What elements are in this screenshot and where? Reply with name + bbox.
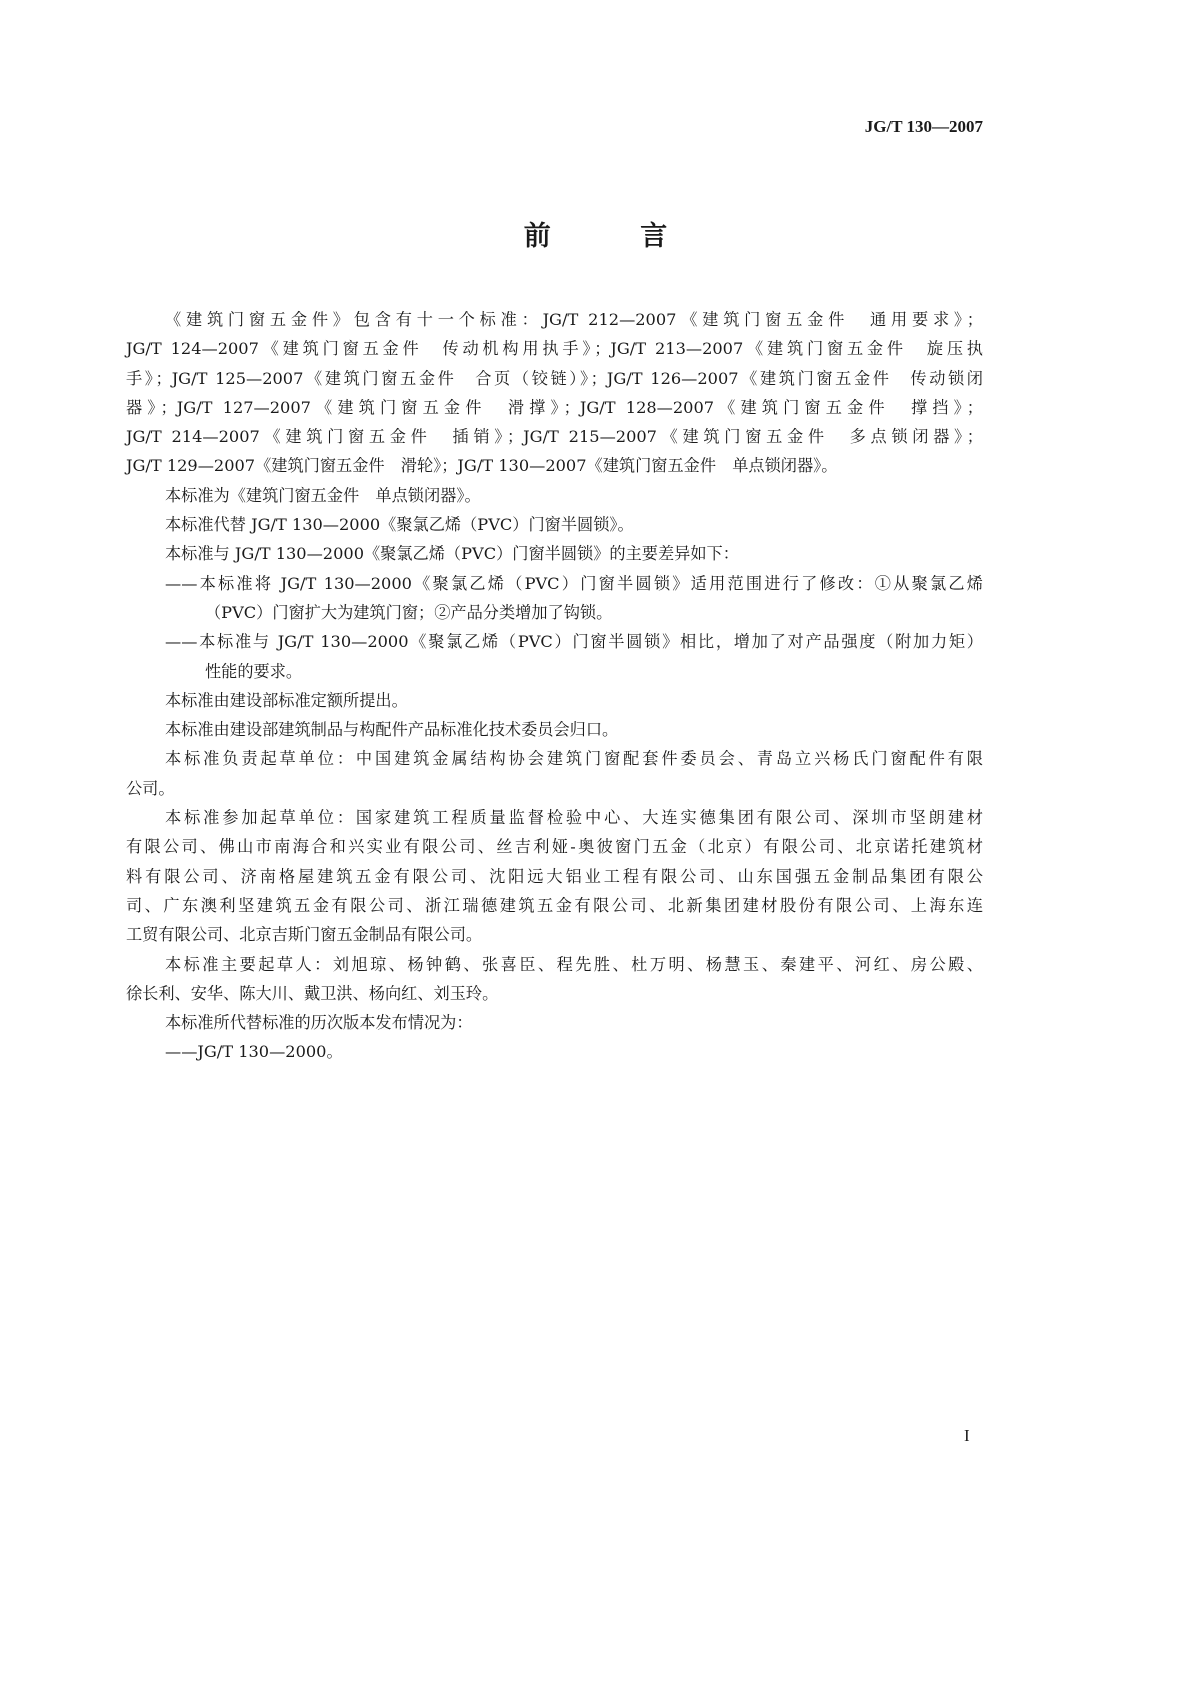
text-line: 本标准代替 JG/T 130—2000《聚氯乙烯（PVC）门窗半圆锁》。 (165, 515, 634, 535)
text-line: 手》；JG/T 125—2007《建筑门窗五金件 合页（铰链）》；JG/T 126—2007《建筑门窗五金件 传动锁闭 (126, 368, 983, 388)
text-line: 本标准为《建筑门窗五金件 单点锁闭器》。 (165, 485, 481, 505)
text-line: 本标准负责起草单位：中国建筑金属结构协会建筑门窗配套件委员会、青岛立兴杨氏门窗配件有限 (165, 749, 983, 769)
text-line: 本标准与 JG/T 130—2000《聚氯乙烯（PVC）门窗半圆锁》的主要差异如下： (165, 544, 739, 564)
paragraph (126, 1008, 983, 1037)
text-line: ——本标准与 JG/T 130—2000《聚氯乙烯（PVC）门窗半圆锁》相比，增加了对产品强度（附加力矩） (165, 632, 983, 652)
paragraph (126, 510, 983, 539)
text-line: 本标准主要起草人：刘旭琼、杨钟鹤、张喜臣、程先胜、杜万明、杨慧玉、秦建平、河红、房公殿、 (165, 954, 983, 974)
text-line: JG/T 129—2007《建筑门窗五金件 滑轮》；JG/T 130—2007《建筑门窗五金件 单点锁闭器》。 (126, 456, 838, 476)
text-line: 性能的要求。 (205, 661, 303, 681)
paragraph (126, 569, 983, 628)
paragraph (126, 305, 983, 481)
paragraph (126, 744, 983, 803)
text-line: 本标准由建设部标准定额所提出。 (165, 690, 408, 710)
page-number: I (964, 1426, 970, 1445)
page-title: 前 言 (523, 221, 708, 252)
text-line: 本标准由建设部建筑制品与构配件产品标准化技术委员会归口。 (165, 720, 619, 740)
text-line: （PVC）门窗扩大为建筑门窗；②产品分类增加了钩锁。 (205, 602, 613, 622)
text-line: 料有限公司、济南格屋建筑五金有限公司、沈阳远大铝业工程有限公司、山东国强五金制品集团有限公 (126, 866, 983, 886)
standard-code-header: JG/T 130—2007 (864, 117, 983, 136)
text-line: ——本标准将 JG/T 130—2000《聚氯乙烯（PVC）门窗半圆锁》适用范围进行了修改：①从聚氯乙烯 (165, 573, 983, 593)
text-line: 有限公司、佛山市南海合和兴实业有限公司、丝吉利娅-奥彼窗门五金（北京）有限公司、北京诺托建筑材 (126, 837, 983, 857)
paragraph (126, 803, 983, 949)
text-line: JG/T 124—2007《建筑门窗五金件 传动机构用执手》；JG/T 213—2007《建筑门窗五金件 旋压执 (126, 339, 983, 359)
text-line: 公司。 (126, 778, 175, 798)
paragraph (126, 1037, 983, 1066)
text-line: 《建筑门窗五金件》包含有十一个标准：JG/T 212—2007《建筑门窗五金件 通用要求》； (165, 310, 983, 329)
text-line: 司、广东澳利坚建筑五金有限公司、浙江瑞德建筑五金有限公司、北新集团建材股份有限公司、上海东连 (126, 895, 983, 915)
text-line: JG/T 214—2007《建筑门窗五金件 插销》；JG/T 215—2007《建筑门窗五金件 多点锁闭器》； (126, 427, 983, 447)
paragraph (126, 686, 983, 715)
paragraph (126, 481, 983, 510)
document-body (126, 305, 983, 1067)
text-line: ——JG/T 130—2000。 (165, 1042, 343, 1062)
paragraph (126, 715, 983, 744)
text-line: 器》；JG/T 127—2007《建筑门窗五金件 滑撑》；JG/T 128—2007《建筑门窗五金件 撑挡》； (126, 397, 983, 417)
text-line: 本标准所代替标准的历次版本发布情况为： (165, 1013, 473, 1033)
text-line: 徐长利、安华、陈大川、戴卫洪、杨向红、刘玉玲。 (126, 983, 499, 1003)
paragraph (126, 950, 983, 1009)
paragraph (126, 539, 983, 568)
text-line: 工贸有限公司、北京吉斯门窗五金制品有限公司。 (126, 925, 483, 945)
paragraph (126, 627, 983, 686)
text-line: 本标准参加起草单位：国家建筑工程质量监督检验中心、大连实德集团有限公司、深圳市坚朗建材 (165, 808, 983, 828)
